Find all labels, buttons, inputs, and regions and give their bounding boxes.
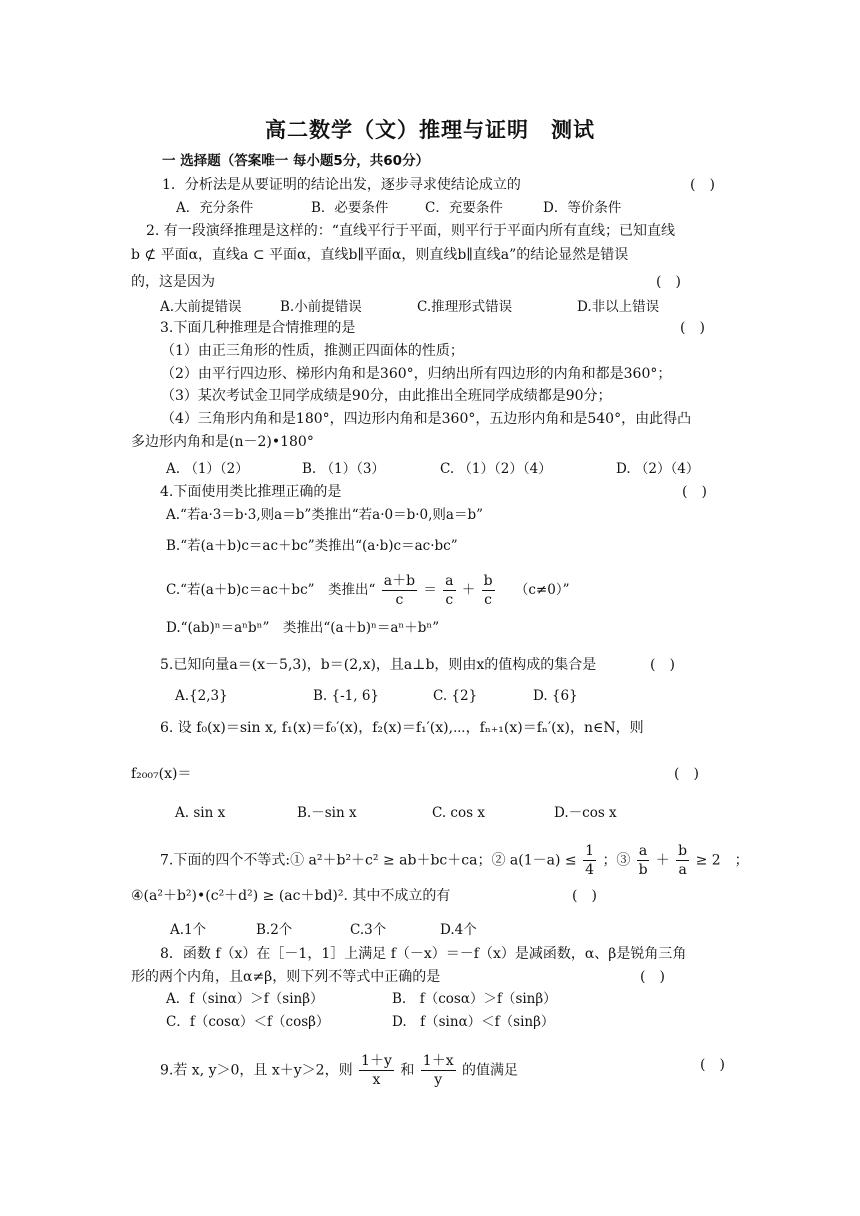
q1-stem: 1．分析法是从要证明的结论出发，逐步寻求使结论成立的 <box>162 177 521 193</box>
fraction-numerator: 1＋x <box>422 1053 454 1069</box>
q3-item-4: （4）三角形内角和是180°，四边形内角和是360°，五边形内角和是540°，由此得凸 <box>161 411 692 427</box>
fraction-numerator: b <box>678 843 688 859</box>
q4-fraction-b-over-c <box>482 572 495 609</box>
fraction-numerator: 1 <box>585 843 594 859</box>
q9-stem-prefix: 9.若 x, y＞0，且 x＋y＞2，则 <box>160 1062 353 1079</box>
q4-stem: 4.下面使用类比推理正确的是 <box>160 484 342 500</box>
q5-option-a: A.{2,3} <box>175 688 228 704</box>
q1-option-c: C．充要条件 <box>425 200 503 216</box>
q1-option-d: D．等价条件 <box>543 200 622 216</box>
q2-line-2: b ⊄ 平面α，直线a ⊂ 平面α，直线b∥平面α，则直线b∥直线a”的结论显然是错误 <box>131 247 629 263</box>
q2-option-c: C.推理形式错误 <box>417 299 513 315</box>
q7-fraction-a-over-b <box>637 842 649 879</box>
q8-line-2: 形的两个内角，且α≠β，则下列不等式中正确的是 <box>131 969 441 985</box>
q8-option-d: D. f（sinα）＜f（sinβ） <box>392 1014 555 1030</box>
q1-option-b: B．必要条件 <box>311 200 389 216</box>
plus-sign: ＋ <box>655 852 670 869</box>
plus-sign: ＋ <box>461 582 476 598</box>
q9-fraction-1-plus-x-over-y <box>421 1052 456 1089</box>
q7-option-b: B.2个 <box>256 922 293 938</box>
fraction-denominator: b <box>638 862 648 878</box>
q8-option-a: A．f（sinα）＞f（sinβ） <box>166 991 324 1007</box>
q5-option-d: D. {6} <box>533 688 578 704</box>
q3-item-1: （1）由正三角形的性质，推测正四面体的性质； <box>161 343 464 359</box>
q3-option-a: A. （1）（2） <box>166 461 249 477</box>
q6-option-d: D.－cos x <box>554 805 617 821</box>
q3-stem: 3.下面几种推理是合情推理的是 <box>160 320 356 336</box>
q7-line-1 <box>160 842 749 879</box>
q3-option-d: D. （2）（4） <box>616 461 700 477</box>
q7-answer-blank: ( ) <box>572 888 597 904</box>
fraction-denominator: c <box>445 592 454 608</box>
q8-option-b: B. f（cosα）＞f（sinβ） <box>392 991 557 1007</box>
fraction-denominator: a <box>678 862 687 878</box>
q2-option-d: D.非以上错误 <box>577 299 660 315</box>
section-heading: 一 选择题（答案唯一 每小题5分，共60分） <box>162 153 430 169</box>
q8-line-1: 8．函数 f（x）在［－1，1］上满足 f（－x）＝－f（x）是减函数，α、β是锐角三角 <box>160 946 687 962</box>
q9-fraction-1-plus-y-over-x <box>359 1052 394 1089</box>
q3-option-b: B. （1）（3） <box>302 461 385 477</box>
q4-fraction-a-over-c <box>443 572 455 609</box>
q6-option-a: A. sin x <box>175 805 226 821</box>
q2-line-3: 的，这是因为 <box>131 274 215 290</box>
fraction-denominator: c <box>484 592 493 608</box>
q4-option-c <box>166 572 570 609</box>
q4-option-c-prefix: C.“若(a＋b)c＝ac＋bc” 类推出“ <box>166 582 376 598</box>
q7-fraction-b-over-a <box>676 842 689 879</box>
q9-stem-suffix: 的值满足 <box>462 1062 519 1079</box>
q2-option-a: A.大前提错误 <box>160 299 242 315</box>
q7-fraction-one-quarter <box>583 842 596 879</box>
q9-answer-blank: ( ) <box>700 1057 725 1073</box>
q2-answer-blank: ( ) <box>656 274 681 290</box>
page-title: 高二数学（文）推理与证明 测试 <box>265 118 595 142</box>
q3-item-2: （2）由平行四边形、梯形内角和是360°，归纳出所有四边形的内角和都是360°； <box>161 366 672 382</box>
fraction-denominator: x <box>372 1072 381 1088</box>
q3-item-3: （3）某次考试金卫同学成绩是90分，由此推出全班同学成绩都是90分； <box>161 388 612 404</box>
q7-line-2: ④(a²＋b²)•(c²＋d²) ≥ (ac＋bd)². 其中不成立的有 <box>131 888 451 904</box>
q3-answer-blank: ( ) <box>680 320 705 336</box>
q7-option-c: C.3个 <box>350 922 387 938</box>
q4-option-c-suffix: （c≠0）” <box>514 582 570 598</box>
fraction-numerator: a <box>638 843 648 859</box>
fraction-denominator: 4 <box>585 862 594 878</box>
q7-inequality-3-rhs: ≥ 2 ； <box>695 852 749 869</box>
fraction-denominator: c <box>395 592 404 608</box>
q4-fraction-a-plus-b-over-c <box>382 572 417 609</box>
q4-option-d: D.“(ab)ⁿ＝aⁿbⁿ” 类推出“(a＋b)ⁿ＝aⁿ＋bⁿ” <box>166 620 440 636</box>
q7-inequality-1-2: 7.下面的四个不等式:① a²＋b²＋c² ≥ ab＋bc＋ca；② a(1－a) ≤ <box>160 852 577 869</box>
q5-answer-blank: ( ) <box>650 657 675 673</box>
q9-and: 和 <box>400 1062 415 1079</box>
fraction-numerator: a＋b <box>383 573 416 589</box>
fraction-numerator: b <box>483 573 493 589</box>
q9-stem <box>160 1052 518 1089</box>
q2-option-b: B.小前提错误 <box>280 299 362 315</box>
q6-line-1: 6. 设 f₀(x)＝sin x, f₁(x)＝f₀′(x)，f₂(x)＝f₁′(x),⋯，fₙ₊₁(x)＝fₙ′(x)，n∈N，则 <box>160 720 644 736</box>
q5-option-c: C. {2} <box>433 688 478 704</box>
q2-line-1: 2. 有一段演绎推理是这样的：“直线平行于平面，则平行于平面内所有直线；已知直线 <box>146 223 675 239</box>
q4-option-b: B.“若(a＋b)c＝ac＋bc”类推出“(a·b)c＝ac·bc” <box>166 538 458 554</box>
q5-option-b: B. {-1, 6} <box>313 688 380 704</box>
q3-item-4-cont: 多边形内角和是(n－2)•180° <box>131 434 314 450</box>
q6-line-2: f₂₀₀₇(x)＝ <box>131 766 192 782</box>
q8-answer-blank: ( ) <box>640 969 665 985</box>
q6-answer-blank: ( ) <box>674 766 699 782</box>
q8-option-c: C．f（cosα）＜f（cosβ） <box>166 1014 330 1030</box>
q6-option-b: B.－sin x <box>297 805 357 821</box>
fraction-numerator: a <box>445 573 454 589</box>
q4-answer-blank: ( ) <box>682 484 707 500</box>
q4-option-a: A.“若a·3＝b·3,则a＝b”类推出“若a·0＝b·0,则a＝b” <box>166 507 484 523</box>
fraction-numerator: 1＋y <box>361 1053 392 1069</box>
fraction-denominator: y <box>434 1072 443 1088</box>
q3-option-c: C. （1）（2）（4） <box>440 461 552 477</box>
q7-option-a: A.1个 <box>170 922 207 938</box>
q6-option-c: C. cos x <box>432 805 485 821</box>
q1-answer-blank: ( ) <box>690 177 715 193</box>
equals-sign: ＝ <box>423 582 437 598</box>
q5-stem: 5.已知向量a＝(x－5,3)，b＝(2,x)，且a⊥b，则由x的值构成的集合是 <box>160 657 597 673</box>
q7-option-d: D.4个 <box>440 922 477 938</box>
q7-inequality-3-label: ；③ <box>602 852 631 869</box>
q1-option-a: A．充分条件 <box>176 200 254 216</box>
